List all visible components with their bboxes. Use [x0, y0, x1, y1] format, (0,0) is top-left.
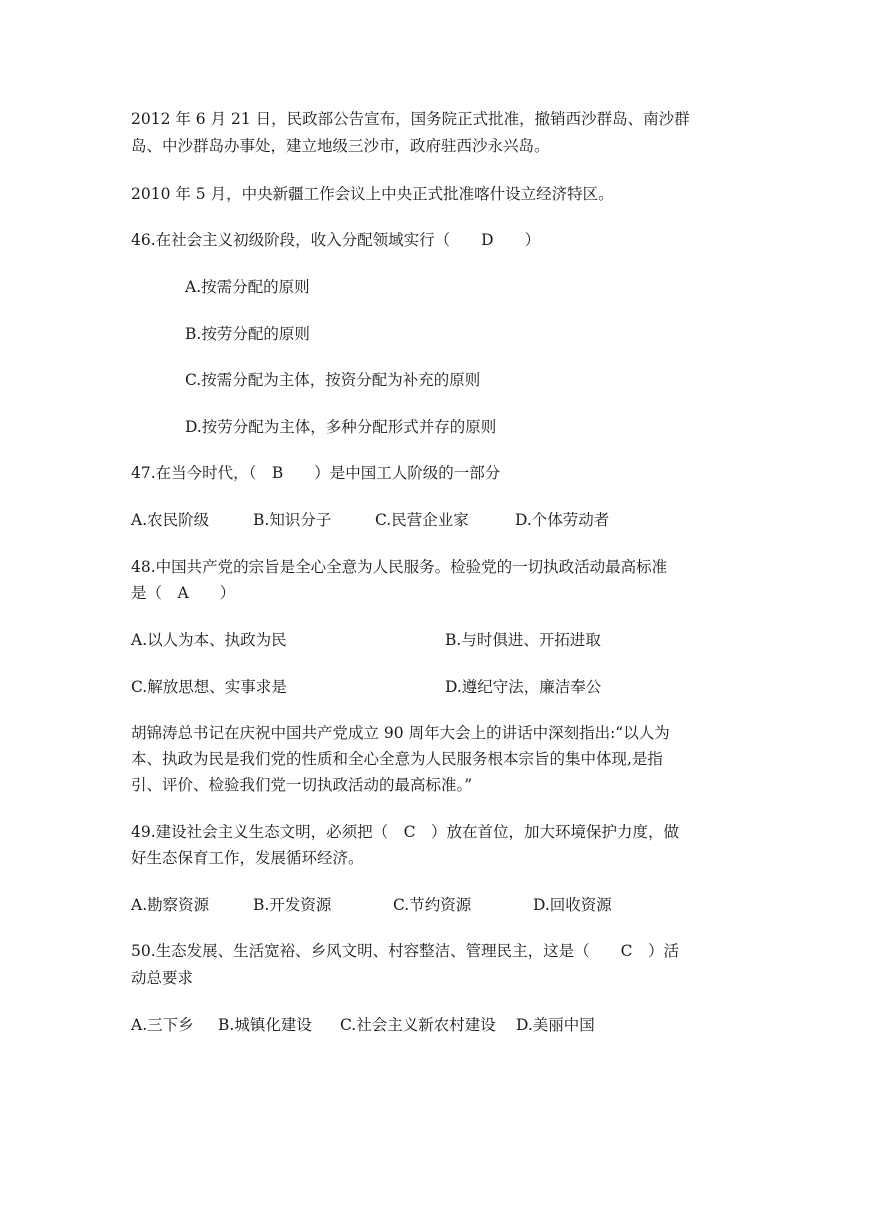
q47-option-c: C.民营企业家 [375, 511, 469, 529]
paragraph-quote-line-3: 引、评价、检验我们党一切执政活动的最高标准。” [131, 776, 473, 794]
q48-option-a: A.以人为本、执政为民 [131, 631, 287, 649]
paragraph-kashgar: 2010 年 5 月，中央新疆工作会议上中央正式批准喀什设立经济特区。 [131, 185, 614, 203]
question-50-line-2: 动总要求 [131, 969, 194, 987]
q46-option-c: C.按需分配为主体，按资分配为补充的原则 [185, 371, 481, 389]
q48-option-b: B.与时俱进、开拓进取 [445, 631, 601, 649]
q49-option-c: C.节约资源 [393, 896, 472, 914]
q50-option-b: B.城镇化建设 [218, 1016, 312, 1034]
q50-option-a: A.三下乡 [131, 1016, 194, 1034]
paragraph-sansha-line-2: 岛、中沙群岛办事处，建立地级三沙市，政府驻西沙永兴岛。 [131, 137, 550, 155]
question-50-line-1: 50.生态发展、生活宽裕、乡风文明、村容整洁、管理民主，这是（ C ）活 [131, 942, 680, 960]
q46-option-b: B.按劳分配的原则 [185, 325, 310, 343]
q48-option-d: D.遵纪守法，廉洁奉公 [445, 678, 602, 696]
paragraph-sansha-line-1: 2012 年 6 月 21 日，民政部公告宣布，国务院正式批准，撤销西沙群岛、南沙群 [131, 110, 690, 128]
q47-option-a: A.农民阶级 [131, 511, 210, 529]
q49-option-b: B.开发资源 [253, 896, 332, 914]
paragraph-quote-line-2: 本、执政为民是我们党的性质和全心全意为人民服务根本宗旨的集中体现,是指 [131, 750, 663, 768]
q48-option-c: C.解放思想、实事求是 [131, 678, 287, 696]
q47-option-d: D.个体劳动者 [515, 511, 610, 529]
q50-option-c: C.社会主义新农村建设 [340, 1016, 496, 1034]
q50-option-d: D.美丽中国 [516, 1016, 595, 1034]
q46-option-d: D.按劳分配为主体，多种分配形式并存的原则 [185, 418, 497, 436]
question-48-line-2: 是（ A ） [131, 584, 236, 602]
q49-option-d: D.回收资源 [533, 896, 612, 914]
question-49-line-2: 好生态保育工作，发展循环经济。 [131, 849, 364, 867]
q49-option-a: A.勘察资源 [131, 896, 210, 914]
question-46: 46.在社会主义初级阶段，收入分配领域实行（ D ） [131, 231, 541, 249]
paragraph-quote-line-1: 胡锦涛总书记在庆祝中国共产党成立 90 周年大会上的讲话中深刻指出:“以人为 [131, 724, 670, 742]
q46-option-a: A.按需分配的原则 [185, 278, 310, 296]
question-49-line-1: 49.建设社会主义生态文明，必须把（ C ）放在首位，加大环境保护力度，做 [131, 823, 680, 841]
q47-option-b: B.知识分子 [253, 511, 332, 529]
question-48-line-1: 48.中国共产党的宗旨是全心全意为人民服务。检验党的一切执政活动最高标准 [131, 558, 668, 576]
question-47: 47.在当今时代，（ B ）是中国工人阶级的一部分 [131, 464, 501, 482]
